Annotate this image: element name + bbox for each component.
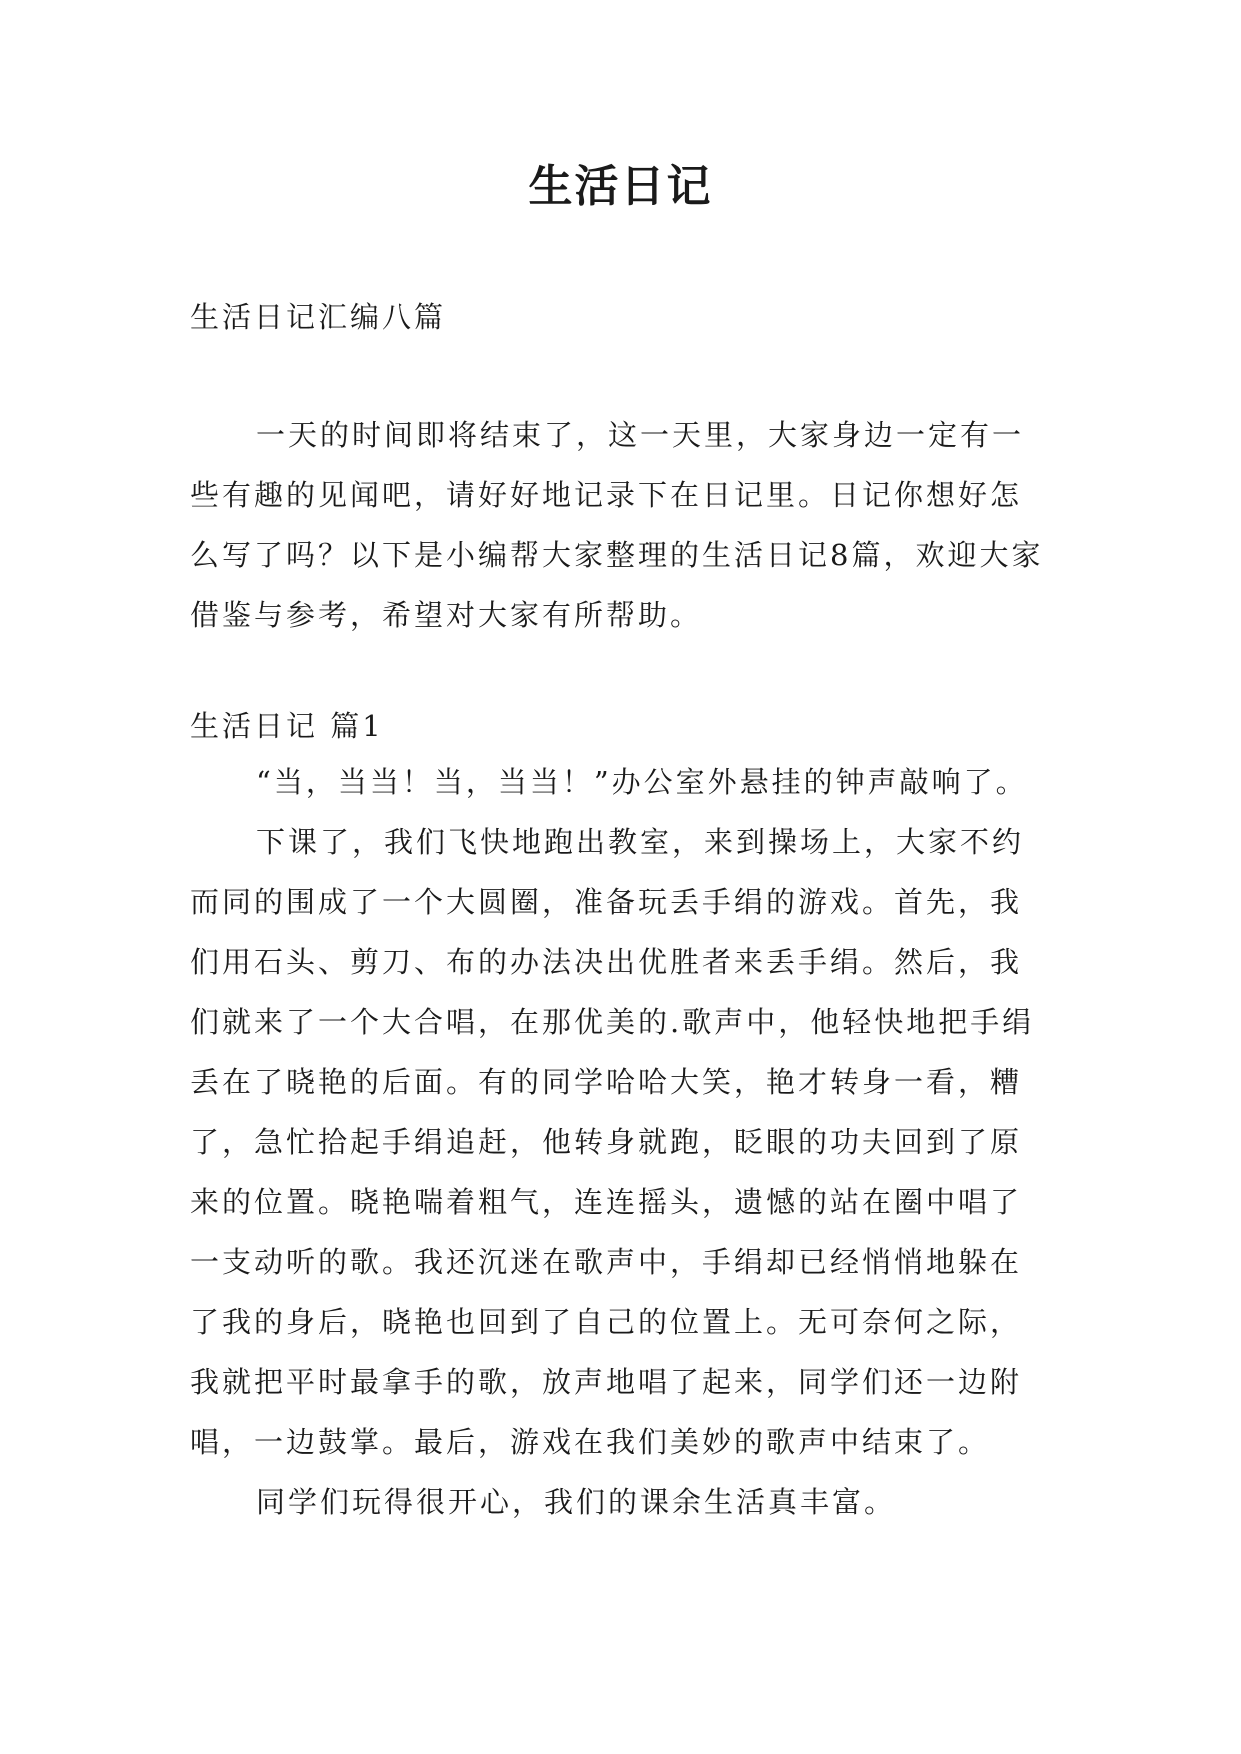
intro-paragraph: 一天的时间即将结束了，这一天里，大家身边一定有一些有趣的见闻吧，请好好地记录下在日记里。日记你想好怎么写了吗？以下是小编帮大家整理的生活日记8篇，欢迎大家借鉴与参考，希望对大家有所帮助。 — [190, 418, 1044, 632]
document-subtitle: 生活日记汇编八篇 — [190, 300, 447, 334]
body-paragraph: 同学们玩得很开心，我们的课余生活真丰富。 — [256, 1485, 897, 1519]
body-paragraph: 下课了，我们飞快地跑出教室，来到操场上，大家不约而同的围成了一个大圆圈，准备玩丢手绢的游戏。首先，我们用石头、剪刀、布的办法决出优胜者来丢手绢。然后，我们就来了一个大合唱，在那优美的.歌声中，他轻快地把手绢丢在了晓艳的后面。有的同学哈哈大笑，艳才转身一看，糟了，急忙拾起手绢追赶，他转身就跑，眨眼的功夫回到了原来的位置。晓艳喘着粗气，连连摇头，遗憾的站在圈中唱了一支动听的歌。我还沉迷在歌声中，手绢却已经悄悄地躲在了我的身后，晓艳也回到了自己的位置上。无可奈何之际，我就把平时最拿手的歌，放声地唱了起来，同学们还一边附唱，一边鼓掌。最后，游戏在我们美妙的歌声中结束了。 — [190, 825, 1035, 1459]
body-paragraph: “当，当当！当，当当！”办公室外悬挂的钟声敲响了。 — [256, 765, 1028, 799]
section-heading: 生活日记 篇1 — [190, 709, 384, 743]
document-title: 生活日记 — [528, 161, 713, 212]
